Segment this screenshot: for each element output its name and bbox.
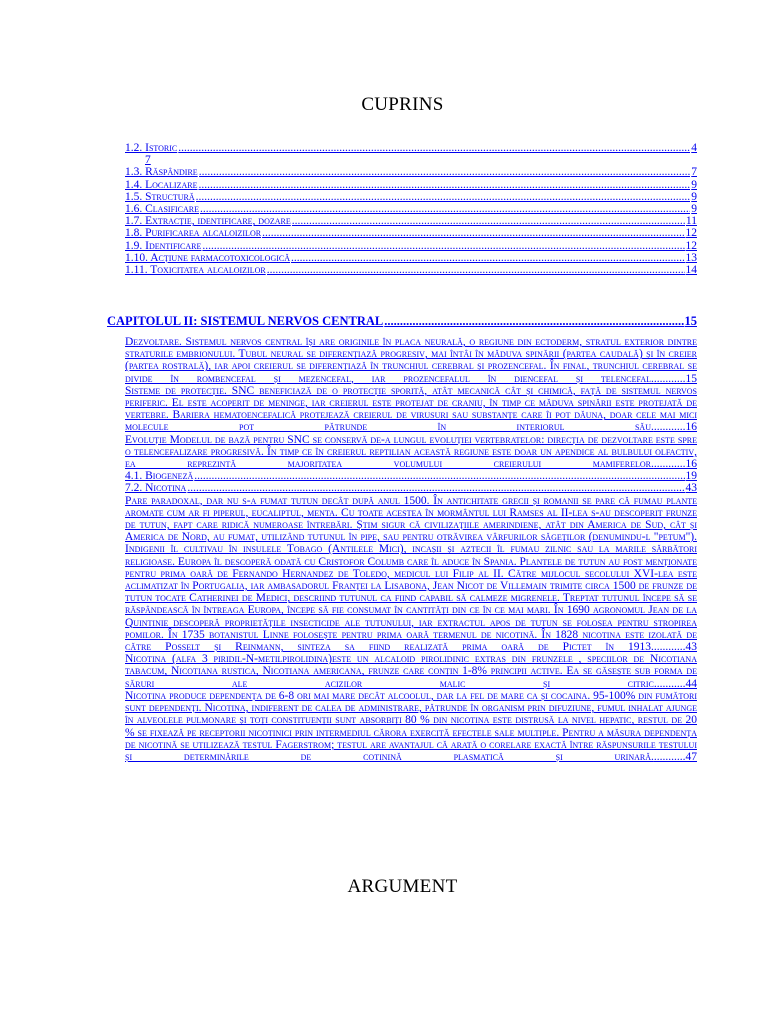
toc-entry-link[interactable] (125, 470, 697, 482)
toc-page-number: 43 (685, 482, 697, 495)
toc-entry-label: 7.2. Nicotina (125, 482, 187, 495)
dot-leader: ........... (653, 750, 686, 763)
dot-leader (292, 215, 685, 227)
dot-leader: ........... (653, 421, 686, 434)
dot-leader (202, 240, 684, 252)
toc-entry-link[interactable] (125, 215, 697, 227)
toc-entry-label: 1.6. Clasificare (125, 203, 200, 216)
toc-page-number: 47 (685, 750, 697, 763)
toc-chapter-link[interactable] (107, 314, 697, 329)
toc-second-section (125, 336, 697, 763)
toc-paragraph-text: Evoluție Modelul de bază pentru SNC se conservă de-a lungul evoluției vertebratelor: direcția de dezvoltare este spre o telencefalizare progresivă. În timp ce în creierul reptilian această regiune este doar un apendice al bulbului olfactiv, ea reprezintă majoritatea volumului creierului mamiferelor. (125, 433, 697, 471)
dot-leader (198, 179, 690, 191)
toc-entry-link[interactable] (125, 482, 697, 494)
toc-entry-link[interactable] (125, 154, 697, 166)
toc-entry-link[interactable] (125, 142, 697, 154)
toc-entry-link[interactable] (125, 227, 697, 239)
toc-page-number: 16 (685, 421, 697, 434)
toc-paragraph-text: Dezvoltare. Sistemul nervos central își are originile în placa neurală, o regiune din ectoderm, stratul exterior dintre straturile embrionului. Tubul neural se diferențiază progresiv, mai întâi în măduva spinării (partea caudală) și în creier (partea rostrală), iar apoi creierul se diferențiază în trunchiul cerebral și prozencefal. În final, trunchiul cerebral se divide în rombencefal și mezencefal, iar prozencefalul în diencefal și telencefal. (125, 336, 697, 385)
toc-paragraph-link[interactable] (125, 495, 697, 654)
dot-leader (178, 142, 690, 154)
toc-paragraph-link[interactable] (125, 653, 697, 690)
toc-entry-label: 1.10. Acțiune farmacotoxicologică (125, 251, 291, 264)
toc-page-number: 4 (691, 142, 697, 154)
toc-entry-link[interactable] (125, 252, 697, 264)
dot-leader (196, 191, 691, 203)
toc-page-number: 44 (685, 677, 697, 690)
dot-leader (262, 227, 684, 239)
toc-page-number: 12 (685, 239, 697, 252)
dot-leader: ........... (653, 641, 686, 654)
section-heading: ARGUMENT (347, 876, 458, 897)
chapter-page: 15 (684, 314, 697, 328)
toc-page-number: 9 (691, 178, 697, 191)
toc-page-number: 43 (685, 641, 697, 654)
dot-leader (291, 252, 684, 264)
dot-leader: ........... (653, 677, 686, 690)
toc-entry-label: 1.11. Toxicitatea alcaloizilor (125, 264, 266, 277)
toc-page-number: 14 (685, 264, 697, 277)
toc-entry-label: 1.2. Istoric (125, 142, 178, 154)
toc-paragraph-text: Pare paradoxal, dar nu s-a fumat tutun decât după anul 1500. În antichitate grecii și romanii se pare că fumau plante aromate cum ar fi piperul, eucaliptul, menta. Cu toate acestea în mormântul lui Ramses al II-lea s-au descoperit frunze de tutun, fapt care ridică numeroase întrebări. Știm sigur că civilizațiile amerindiene, atât din America de Sud, cât și America de Nord, au fumat, utilizând tutunul în pipe, sau pentru otrăvirea vârfurilor săgeților (denumindu-l "petum"). Indigenii îl cultivau în insulele Tobago (Antilele Mici), incașii și aztecii îl fumau zilnic sau la marile sărbători religioase. Europa îl descoperă odată cu Cristofor Columb care îl aduce în Spania. Plantele de tutun au fost menționate pentru prima oară de Fernando Hernandez de Toledo, medicul lui Filip al II. Către mijlocul secolului XVI-lea este aclimatizat în Portugalia, iar ambasadorul Franței la Lisabona, Jean Nicot de Villemain trimite circa 1500 de frunze de tutun tocate Catherinei de Medici, descriind tutunul ca fiind capabil să calmeze migrenele. Treptat tutunul începe să se răspândească în întreaga Europa, începe să fie consumat în cantități din ce în ce mai mari. În 1690 agronomul Jean de la Quintinie descoperă proprietățile insecticide ale tutunului, iar extractul apos de tutun se folosea pentru stropirea pomilor. În 1735 botanistul Linne folosește pentru prima oară termenul de nicotină. În 1828 nicotina este izolată de către Posselt și Reinmann, sinteza sa fiind realizată prima oară de Pictet în 1913. (125, 494, 697, 654)
toc-entry-label: 1.8. Purificarea alcaloizilor (125, 227, 262, 240)
toc-paragraph-link[interactable] (125, 434, 697, 471)
toc-entry-label: 1.4. Localizare (125, 178, 198, 191)
toc-entry-label: 4.1. Biogeneză (125, 470, 194, 483)
toc-entry-link[interactable] (125, 203, 697, 215)
dot-leader (194, 470, 684, 482)
dot-leader: ........... (653, 458, 686, 471)
toc-paragraph-text: Sisteme de protecție. SNC beneficiază de o protecție sporită, atât mecanică cât și chimică, față de sistemul nervos periferic. El este acoperit de meninge, iar creierul este protejat de craniu, în timp ce măduva spinării este protejată de vertebre. Bariera hematoencefalică protejează creierul de virusuri sau substanțe care îi pot dăuna, doar cele mai mici molecule pot pătrunde în interiorul său. (125, 384, 697, 434)
toc-entry-link[interactable] (125, 240, 697, 252)
dot-leader: ........... (653, 372, 686, 385)
dot-leader (200, 203, 690, 215)
toc-page-number: 13 (685, 251, 697, 264)
toc-page-number: 19 (685, 470, 697, 483)
toc-page-number: 16 (685, 458, 697, 471)
toc-page-number: 11 (685, 215, 697, 228)
chapter-label: CAPITOLUL II: SISTEMUL NERVOS CENTRAL (107, 314, 384, 328)
toc-paragraph-link[interactable] (125, 385, 697, 434)
toc-entry-label: 1.5. Structură (125, 190, 195, 203)
toc-paragraph-link[interactable] (125, 690, 697, 763)
toc-paragraph-text: Nicotina (alfa 3 piridil-N-metilpirolidina)este un alcaloid pirolidinic extras din frunzele , speciilor de Nicotiana tabacum, Nicotiana rustica, Nicotiana americana, frunze care conțin 1-8% principii active. Ea se găsește sub forma de săruri ale acizilor malic și citric (125, 653, 697, 690)
toc-entry-label: 1.9. Identificare (125, 239, 202, 252)
dot-leader (187, 482, 684, 494)
toc-page-number: 9 (691, 203, 697, 216)
toc-entry-link[interactable] (125, 191, 697, 203)
toc-page-number: 7 (691, 166, 697, 179)
toc-entry-label: 7 (145, 154, 151, 167)
dot-leader (267, 264, 685, 276)
toc-entry-link[interactable] (125, 264, 697, 276)
toc-entry-label: 1.3. Răspândire (125, 166, 198, 179)
toc-entry-link[interactable] (125, 166, 697, 178)
toc-page-number: 12 (685, 227, 697, 240)
toc-paragraph-link[interactable] (125, 336, 697, 385)
toc-page-number: 9 (691, 190, 697, 203)
dot-leader (384, 314, 683, 329)
toc-entry-label: 1.7. Extracție, identificare, dozare (125, 215, 291, 228)
toc-page-number: 15 (685, 372, 697, 385)
toc-paragraph-text: Nicotina produce dependența de 6-8 ori mai mare decât alcoolul, dar la fel de mare ca și cocaina. 95-100% din fumători sunt dependenți. Nicotina, indiferent de calea de administrare, pătrunde în organism prin difuziune, fumul inhalat ajunge în alveolele pulmonare și toți constituenții sunt absorbiți 80 % din nicotina este distrusă la nivel hepatic, restul de 20 % se fixează pe receptorii nicotinici prin intermediul cărora exercită efectele sale multiple. Pentru a măsura dependența de nicotină se utilizează testul Fagerstrom; testul are avantajul că arată o corelare exactă între răspunsurile testului și determinările de cotinină plasmatică și urinară. (125, 689, 697, 763)
page-title: CUPRINS (361, 94, 444, 115)
toc-entry-link[interactable] (125, 179, 697, 191)
toc-first-section (125, 142, 697, 276)
dot-leader (199, 166, 691, 178)
